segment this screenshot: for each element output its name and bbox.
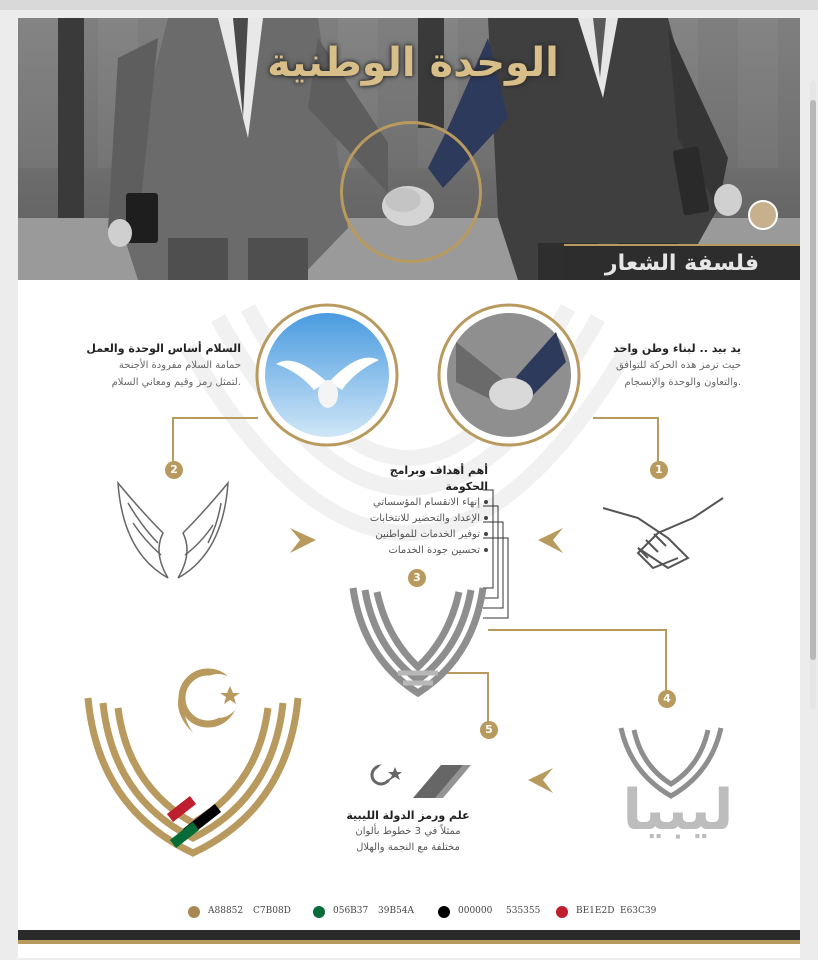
flag-line: مختلفة مع النجمة والهلال: [356, 842, 460, 853]
hands-description: [586, 340, 741, 391]
flag-stripes-icon: [363, 753, 483, 803]
swatch-code: 535355: [506, 906, 541, 916]
footer-bar: [18, 930, 800, 940]
step-4-marker: 4: [658, 690, 676, 708]
list-item: [348, 511, 488, 527]
goal-text: إنهاء الانقسام المؤسساتي: [373, 497, 480, 508]
list-item: [348, 495, 488, 511]
dove-photo-circle: [254, 302, 400, 448]
gray-emblem: [343, 568, 493, 708]
swatch-code: 39B54A: [378, 906, 415, 916]
swatch-code: C7B08D: [253, 906, 291, 916]
handshake-icon: [598, 478, 728, 578]
flag-heading: علم ورمز الدولة الليبية: [346, 809, 470, 822]
swatch-black: [438, 906, 450, 918]
swatch-code: 000000: [458, 906, 493, 916]
libya-wordmark: ليبيا: [622, 778, 734, 843]
step-2-marker: 2: [165, 461, 183, 479]
main-logo-emblem: [78, 658, 308, 858]
hands-photo-circle: [436, 302, 582, 448]
color-palette: [188, 904, 657, 920]
top-bar: [0, 0, 818, 10]
goals-heading: أهم أهداف وبرامج الحكومة: [389, 464, 488, 493]
swatch-code: BE1E2D: [576, 906, 615, 916]
dove-heading: السلام أساس الوحدة والعمل: [86, 342, 241, 355]
list-item: [348, 527, 488, 543]
flag-description: [328, 808, 488, 856]
dove-line: حمامة السلام مفرودة الأجنحة: [118, 360, 241, 371]
hands-line: حيث ترمز هذه الحركة للتوافق: [615, 360, 741, 371]
step-5-marker: 5: [480, 721, 498, 739]
swatch-gold: [188, 906, 200, 918]
step-1-marker: 1: [650, 461, 668, 479]
footer-accent: [18, 940, 800, 944]
dove-description: [76, 340, 241, 391]
scrollbar[interactable]: [810, 80, 816, 710]
swatch-code: 056B37: [333, 906, 369, 916]
list-item: [348, 543, 488, 559]
swatch-red: [556, 906, 568, 918]
hands-heading: يد بيد .. لبناء وطن واحد: [613, 342, 741, 355]
wings-icon: [113, 473, 233, 583]
infographic-card: [18, 18, 800, 958]
swatch-code: A88852: [208, 906, 244, 916]
page-title: الوحدة الوطنية: [267, 40, 559, 86]
hands-line: والتعاون والوحدة والإنسجام.: [624, 377, 741, 388]
step-3-marker: 3: [408, 569, 426, 587]
flag-line: ممثلاً في 3 خطوط بألوان: [355, 826, 461, 837]
scrollbar-thumb[interactable]: [810, 100, 816, 660]
bullet-icon: [484, 516, 488, 520]
bullet-icon: [484, 500, 488, 504]
swatch-code: E63C39: [620, 906, 657, 916]
swatch-green: [313, 906, 325, 918]
goal-text: الإعداد والتحضير للانتخابات: [369, 513, 480, 524]
goal-text: توفير الخدمات للمواطنين: [375, 529, 480, 540]
bullet-icon: [484, 548, 488, 552]
goal-text: تحسين جودة الخدمات: [388, 545, 480, 556]
bullet-icon: [484, 532, 488, 536]
goals-list: [348, 463, 488, 559]
subtitle-text: فلسفة الشعار: [604, 251, 760, 276]
dove-line: لتمثل رمز وقيم ومعاني السلام.: [111, 377, 241, 388]
